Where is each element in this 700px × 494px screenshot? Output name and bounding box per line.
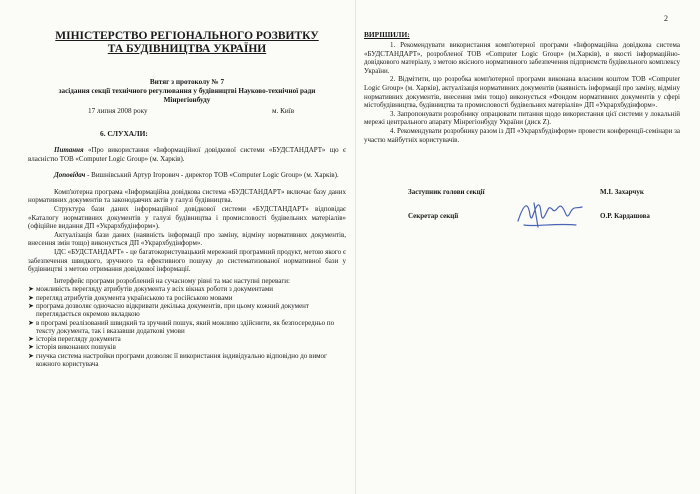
page-fold-line [355, 0, 356, 494]
signatory-title: Заступник голови секції [408, 188, 485, 197]
signatory-name: О.Р. Кардашова [600, 212, 650, 221]
signatory-name: М.І. Захарчук [600, 188, 644, 197]
ministry-line-1: МІНІСТЕРСТВО РЕГІОНАЛЬНОГО РОЗВИТКУ [55, 30, 319, 42]
resolution-item: 3. Запропонувати розробнику опрацювати питання щодо використання цієї системи у локальній мережі центрального апарату Мінрегіонбуду України (диск Z). [364, 109, 680, 127]
heard-heading: 6. СЛУХАЛИ: [100, 129, 148, 138]
bullet-arrow-icon: ➤ [28, 343, 34, 352]
meeting-city: м. Київ [272, 107, 295, 115]
agenda-paragraph [28, 146, 346, 163]
meeting-date: 17 липня 2008 року [88, 107, 148, 115]
list-item: ➤ історія перегляду документа [28, 335, 121, 344]
resolution-item: 4. Рекомендувати розробнику разом із ДП «Укрархбудінформ» провести конференції-семінари за участю майбутніх користувачів. [364, 126, 680, 144]
resolution-item: 2. Відмітити, що розробка комп'ютерної програми виконана власним коштом ТОВ «Computer Logic Group» (м. Харків), актуалізація нормативних документів (наявність інформації про заміну, відміну нормативних документів, внесення змін тощо) виконується «Фондом нормативних документів у сфері містобудівництва, будівництва та промисловості будівельних матеріалів» ДП «Укрархбудінформ». [364, 75, 680, 110]
features-list [28, 285, 346, 368]
list-item: ➤ історія виконаних пошуків [28, 343, 116, 352]
date-place-line [28, 107, 346, 117]
speaker-paragraph [28, 171, 346, 180]
extract-line-3: Мінрегіонбуду [163, 96, 211, 104]
interface-intro: Інтерфейс програми розроблений на сучасному рівні та має наступні переваги: [54, 276, 290, 285]
bullet-arrow-icon: ➤ [28, 335, 34, 344]
speaker-text: - Вишнівський Артур Ігорович - директор ТОВ «Computer Logic Group» (м. Харків). [87, 171, 339, 180]
bullet-arrow-icon: ➤ [28, 318, 34, 327]
resolution-item: 1. Рекомендувати використання комп'ютерної програми «Інформаційна довідкова система «БУДСТАНДАРТ», розробленої ТОВ «Computer Logic Group» (м.Харків), в якості інформаційно-довідкового матеріалу, з метою якісного нормативного забезпечення підприємств будівельного комплексу України. [364, 41, 680, 75]
right-column [364, 0, 680, 224]
ministry-heading [28, 30, 346, 56]
handwritten-signature [514, 197, 586, 231]
body-paragraph: Структура бази даних інформаційної довідкової системи «БУДСТАНДАРТ» відповідає «Каталогу нормативних документів у галузі будівництва і промисловості будівельних матеріалів» (офіційне видання ДП «Укрархбудінформ»). [28, 204, 346, 231]
list-item: ➤ перегляд атрибутів документа українською та російською мовами [28, 293, 233, 302]
page-number: 2 [664, 14, 668, 23]
extract-line-2: засідання секції технічного регулювання у будівництві Науково-технічної ради [58, 87, 316, 95]
body-paragraph: Актуалізація бази даних (наявність інформації про заміну, відміну нормативних документів, внесення змін тощо) виконується ДП «Укрархбудінформ». [28, 230, 346, 248]
left-column [28, 0, 346, 368]
bullet-arrow-icon: ➤ [28, 293, 34, 302]
resolved-heading: ВИРІШИЛИ: [364, 30, 410, 39]
agenda-label: Питання [54, 146, 84, 154]
protocol-extract-title [28, 78, 346, 105]
list-item: ➤ гнучка система настройки програми дозволяє її використання індивідуально відповідно до вимог кожного користувача [28, 351, 327, 368]
list-item: ➤ програма дозволяє одночасно відкривати декілька документів, при цьому кожний документ переглядається окремою вкладкою [28, 301, 309, 319]
speaker-label: Доповідач [54, 171, 86, 180]
signatory-title: Секретар секції [408, 212, 459, 221]
bullet-arrow-icon: ➤ [28, 301, 34, 310]
list-item: ➤ в програмі реалізований швидкий та зручний пошук, який можливо здійснити, як безпосередньо по тексту документа, так і вказавши додаткові умови [28, 318, 335, 335]
list-item: ➤ можливість перегляду атрибутів документа у всіх вікнах роботи з документами [28, 285, 274, 294]
body-paragraph: Комп'ютерна програма «Інформаційна довідкова система «БУДСТАНДАРТ» включає базу даних нормативних документів та законодавчих актів у галузі будівництва. [28, 187, 346, 205]
body-paragraph: ІДС «БУДСТАНДАРТ» - це багатокористувацький мережний програмний продукт, метою якого є забезпечення швидкого, зручного та ефективного пошуку до систематизованої нормативної бази у будівництві з метою отримання довідкової інформації. [28, 247, 346, 274]
bullet-arrow-icon: ➤ [28, 285, 34, 294]
agenda-text: «Про використання «Інформаційної довідкової системи «БУДСТАНДАРТ» що є власністю ТОВ «Computer Logic Group» (м. Харків). [28, 146, 346, 163]
extract-line-1: Витяг з протоколу № 7 [149, 78, 225, 86]
ministry-line-2: ТА БУДІВНИЦТВА УКРАЇНИ [107, 43, 267, 55]
bullet-arrow-icon: ➤ [28, 351, 34, 360]
